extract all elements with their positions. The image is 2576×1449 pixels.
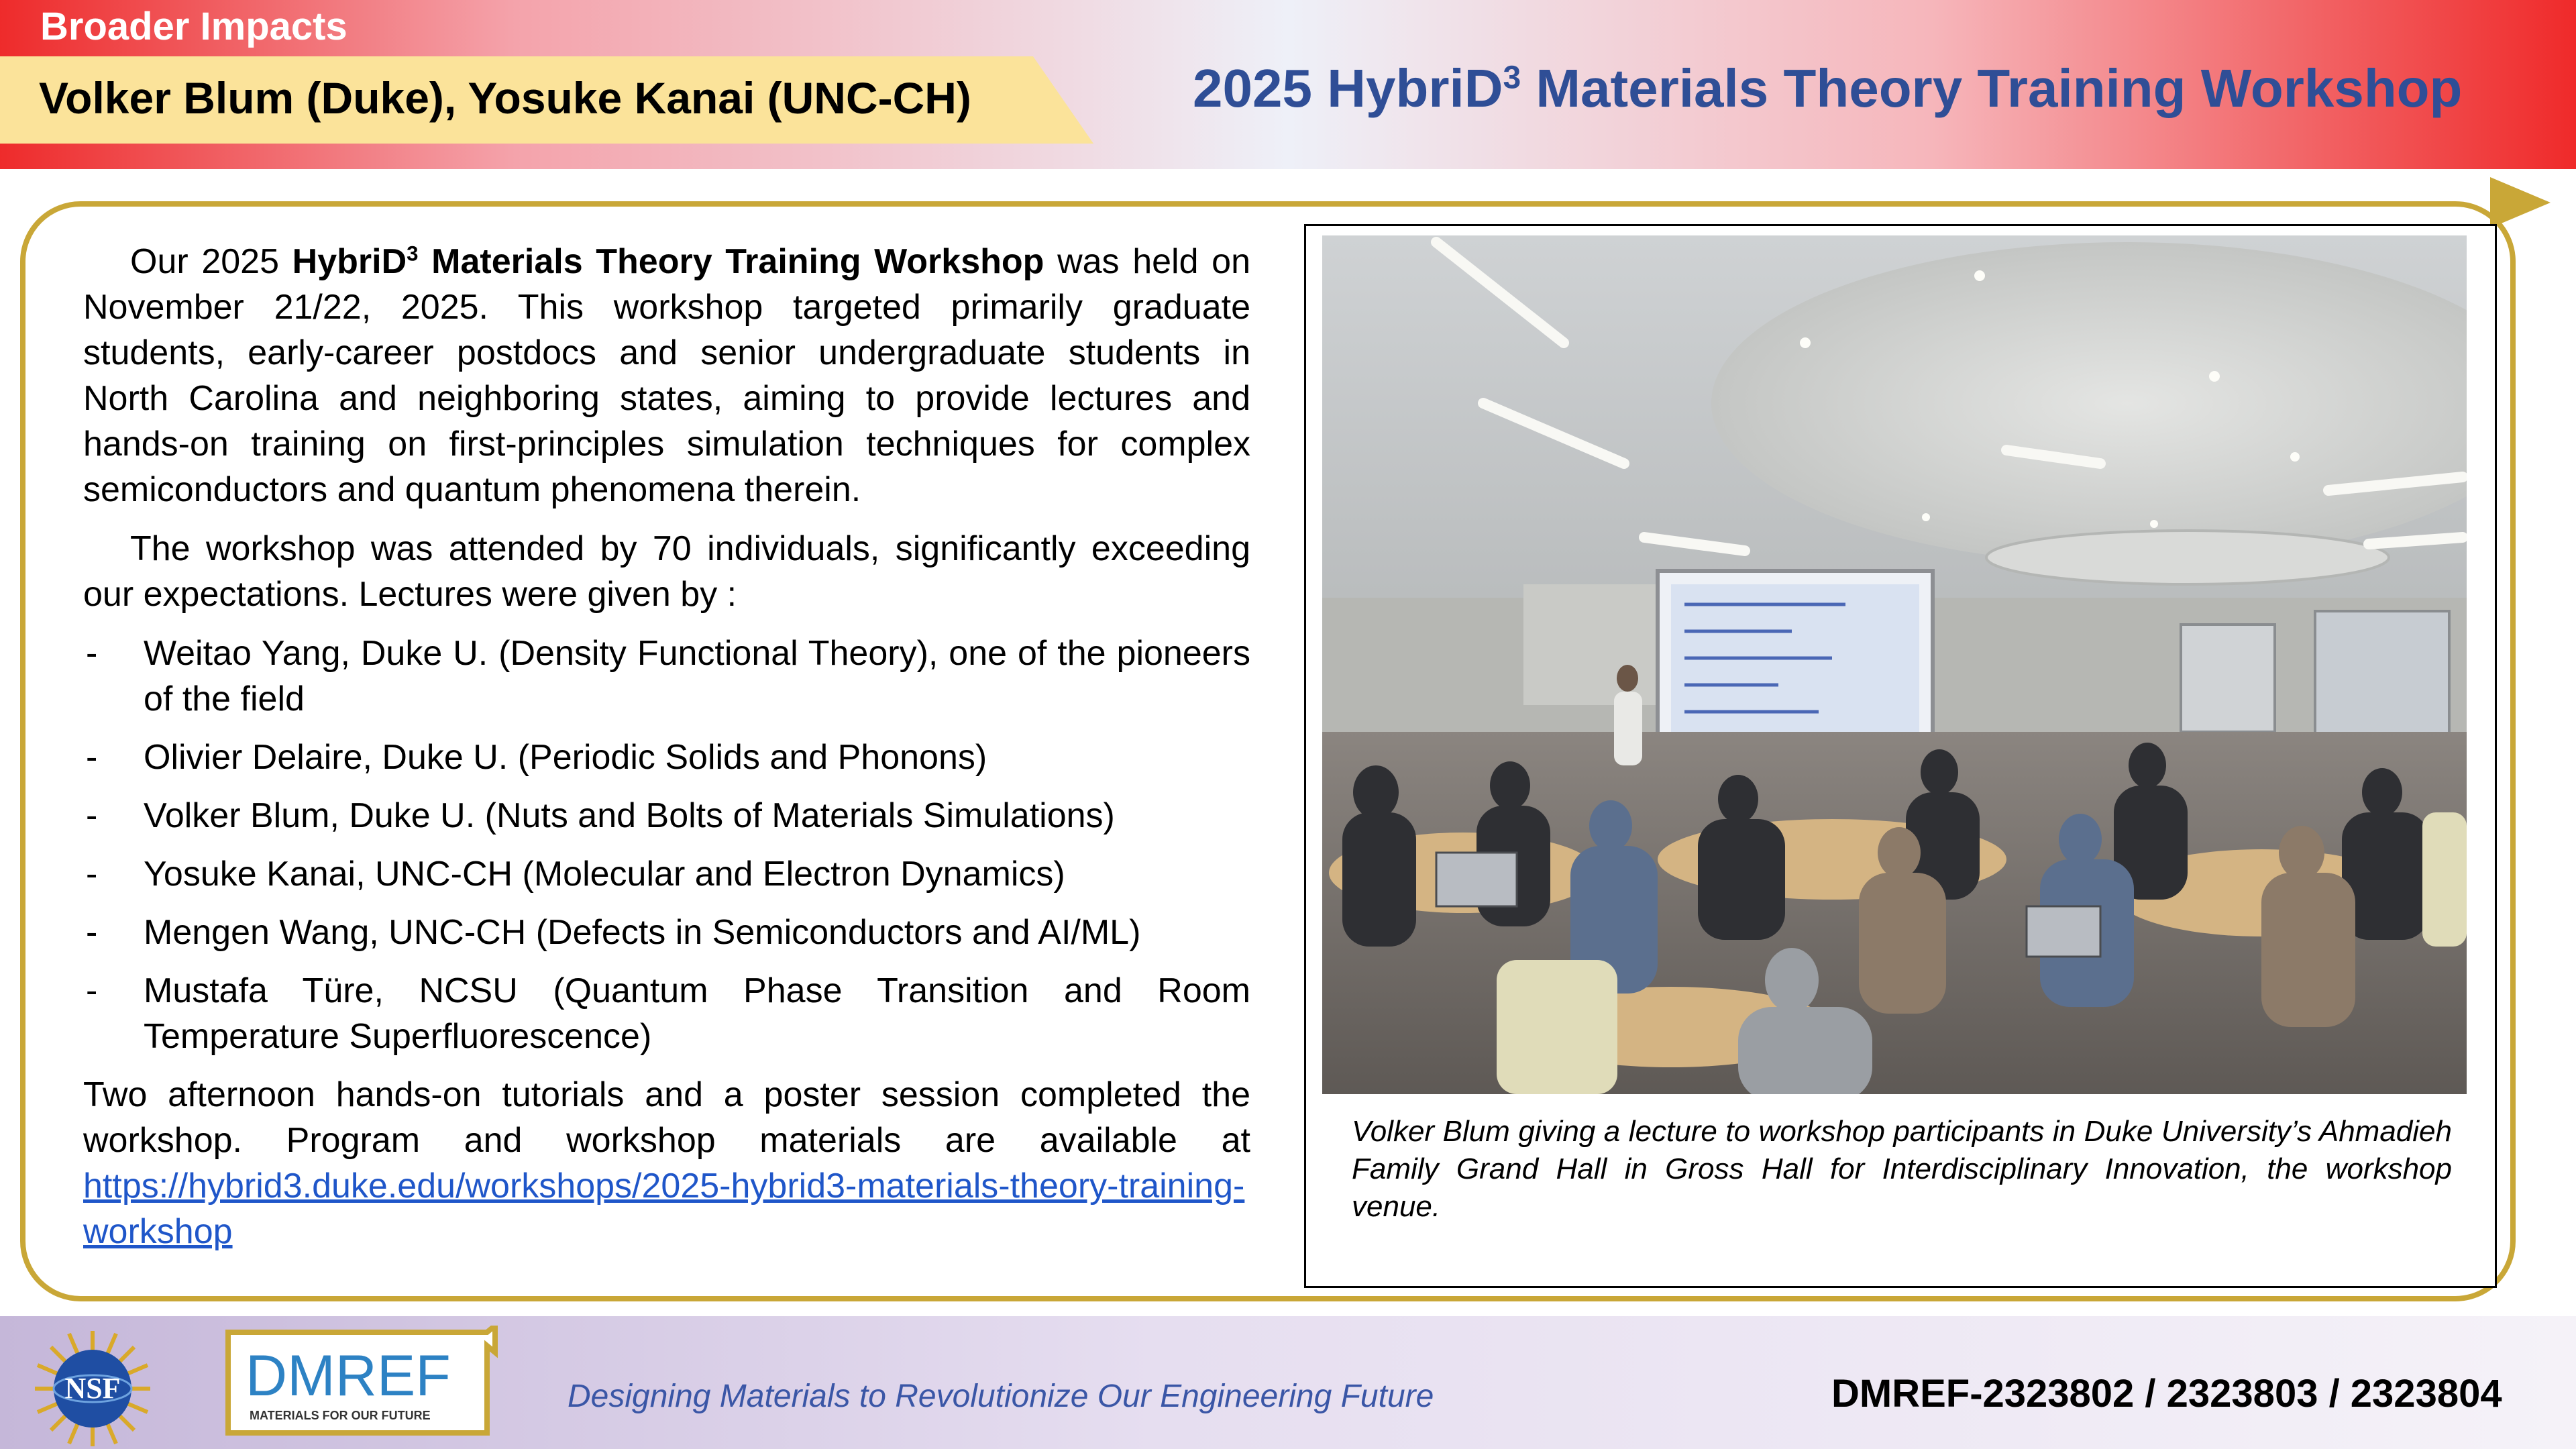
- list-item: [83, 631, 1250, 722]
- bullet-dash: -: [86, 971, 98, 1010]
- presenter-names: Volker Blum (Duke), Yosuke Kanai (UNC-CH): [39, 73, 971, 123]
- list-item: [83, 968, 1250, 1059]
- nsf-logo-text: NSF: [64, 1372, 121, 1405]
- list-item: [83, 793, 1250, 839]
- title-superscript: 3: [1503, 60, 1521, 96]
- body-text: [83, 239, 1250, 1268]
- bullet-dash: -: [86, 796, 98, 835]
- list-item: [83, 851, 1250, 897]
- lecturer-list: [83, 631, 1250, 1059]
- intro-paragraph: [83, 239, 1250, 513]
- p1-rest: was held on November 21/22, 2025. This workshop targeted primarily graduate students, early-career postdocs and senior undergraduate students in North Carolina and neighboring states, aiming to provide lectures and hands-on training on first-principles simulation techniques for complex semiconductors and quantum phenomena therein.: [83, 242, 1251, 509]
- p1-bold-tail: Materials Theory Training Workshop: [418, 242, 1044, 281]
- lecturer-text: Yosuke Kanai, UNC-CH (Molecular and Electron Dynamics): [144, 855, 1065, 894]
- slogan: Designing Materials to Revolutionize Our Engineering Future: [568, 1379, 1434, 1414]
- p1-sup: 3: [407, 241, 419, 266]
- title-prefix: 2025 HybriD: [1193, 58, 1503, 118]
- closing-paragraph: [83, 1072, 1250, 1254]
- dmref-logo-text: DMREF: [246, 1344, 451, 1408]
- title-suffix: Materials Theory Training Workshop: [1521, 58, 2463, 118]
- bullet-dash: -: [86, 634, 98, 673]
- workshop-photo: [1322, 235, 2467, 1094]
- list-item: [83, 735, 1250, 780]
- lecturer-text: Weitao Yang, Duke U. (Density Functional Theory), one of the pioneers of the field: [144, 634, 1250, 718]
- lecturer-text: Volker Blum, Duke U. (Nuts and Bolts of Materials Simulations): [144, 796, 1115, 835]
- attendance-paragraph: The workshop was attended by 70 individuals, significantly exceeding our expectations. Lectures were given by :: [83, 529, 1250, 614]
- lecturer-text: Mengen Wang, UNC-CH (Defects in Semiconductors and AI/ML): [144, 913, 1141, 952]
- p1-lead: Our 2025: [130, 242, 292, 281]
- list-item: [83, 910, 1250, 955]
- frame-arrow-icon: [2490, 177, 2551, 228]
- closing-text: Two afternoon hands-on tutorials and a poster session completed the workshop. Program and workshop materials are available at: [83, 1075, 1250, 1160]
- dmref-tagline: MATERIALS FOR OUR FUTURE: [250, 1409, 431, 1422]
- grant-numbers: DMREF-2323802 / 2323803 / 2323804: [1831, 1372, 2502, 1415]
- page-title: [1193, 58, 2462, 119]
- nsf-logo-icon: [32, 1328, 153, 1449]
- bullet-dash: -: [86, 913, 98, 952]
- bullet-dash: -: [86, 855, 98, 894]
- lecturer-text: Olivier Delaire, Duke U. (Periodic Solids and Phonons): [144, 738, 987, 777]
- lecturer-text: Mustafa Türe, NCSU (Quantum Phase Transition and Room Temperature Superfluorescence): [144, 971, 1250, 1056]
- workshop-link[interactable]: https://hybrid3.duke.edu/workshops/2025-hybrid3-materials-theory-training-workshop: [83, 1167, 1245, 1251]
- bullet-dash: -: [86, 738, 98, 777]
- p1-bold: HybriD: [292, 242, 407, 281]
- dmref-logo-icon: [219, 1326, 500, 1444]
- p1-workshop-name: [292, 242, 1044, 281]
- photo-box: [1304, 224, 2497, 1288]
- photo-caption: Volker Blum giving a lecture to workshop participants in Duke University’s Ahmadieh Family Grand Hall in Gross Hall for Interdisciplinary Innovation, the workshop venue.: [1352, 1115, 2452, 1223]
- section-label: Broader Impacts: [40, 5, 347, 48]
